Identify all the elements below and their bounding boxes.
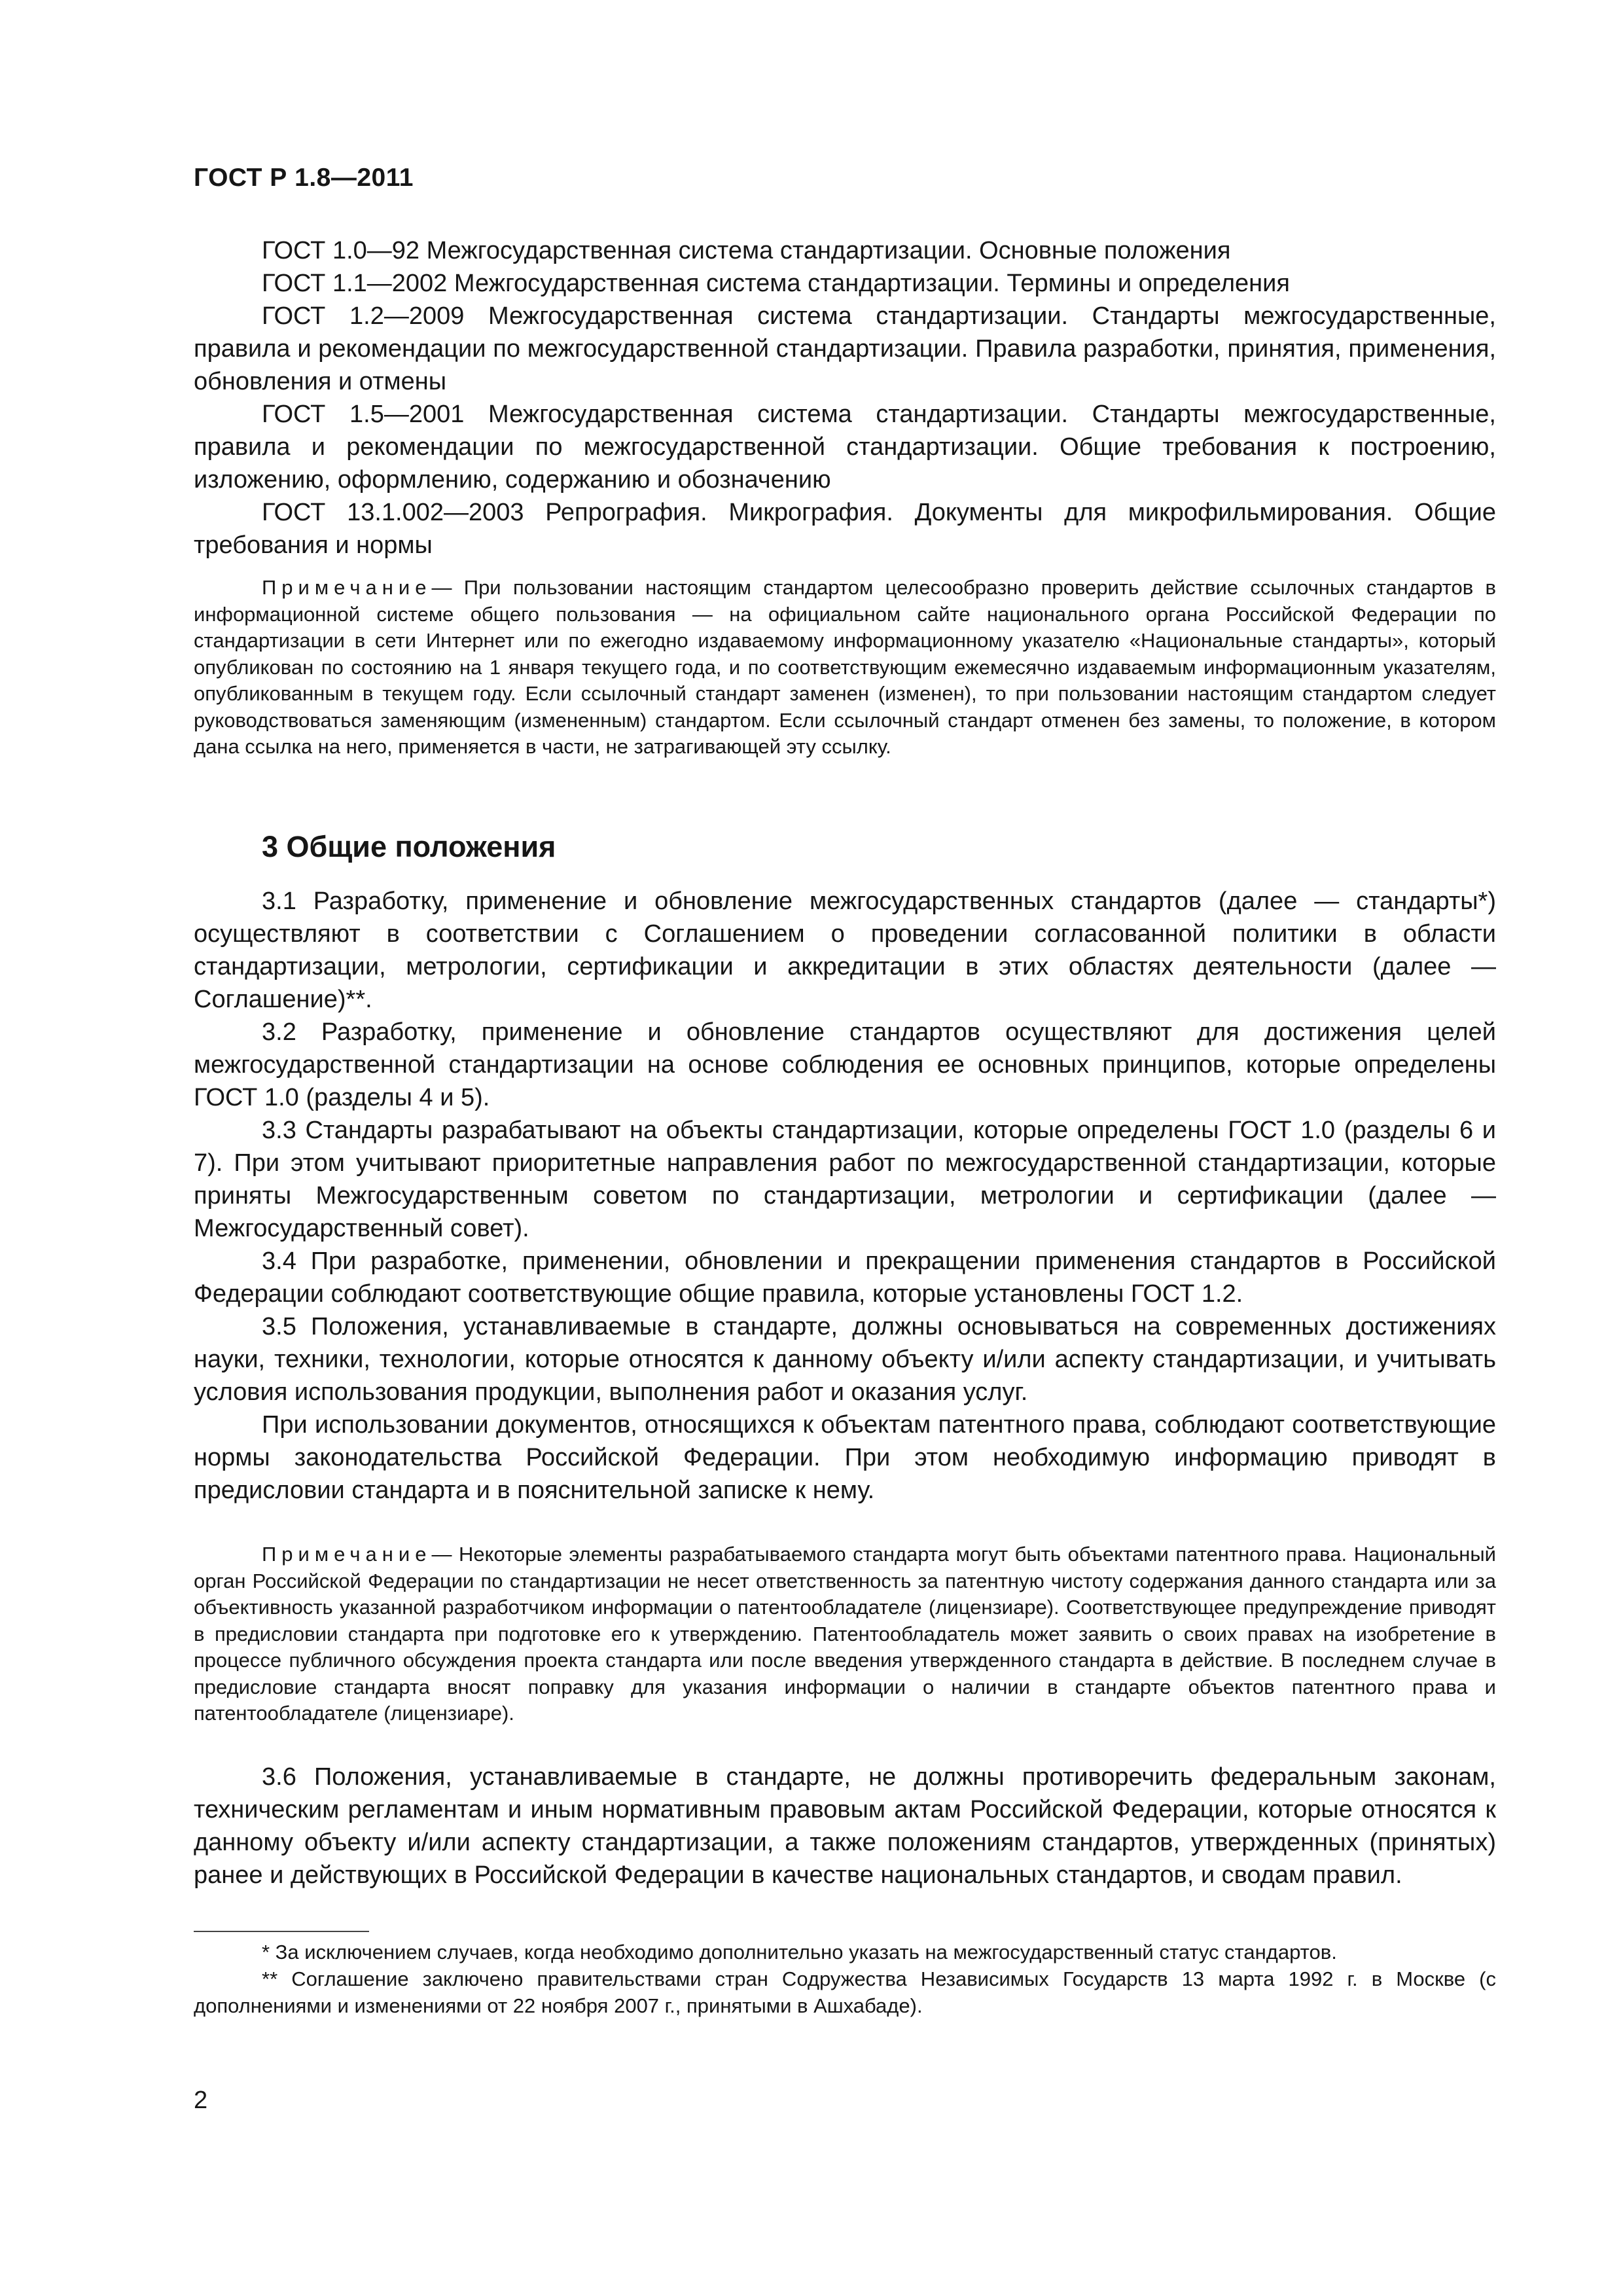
- normative-references-list: [194, 234, 1496, 562]
- note-text: — Некоторые элементы разрабатываемого стандарта могут быть объектами патентного права. Национальный орган Российской Федерации по стандартизации не несет ответственность за патентную чистоту содержания данного стандарта или за объективность указанной разработчиком информации о патентообладателе (лицензиаре). Соответствующее предупреждение приводят в предисловии стандарта при подготовке его к утверждению. Патентообладатель может заявить о своих правах на изобретение в процессе публичного обсуждения проекта стандарта или после введения утвержденного стандарта в действие. В последнем случае в предисловие стандарта вносят поправку для указания информации о наличии в стандарте объектов патентного права и патентообладателе (лицензиаре).: [194, 1543, 1496, 1725]
- note-text: — При пользовании настоящим стандартом целесообразно проверить действие ссылочных стандартов в информационной системе общего пользования — на официальном сайте национального органа Российской Федерации по стандартизации в сети Интернет или по ежегодно издаваемому информационному указателю «Национальные стандарты», который опубликован по состоянию на 1 января текущего года, и по соответствующим ежемесячно издаваемым информационным указателям, опубликованным в текущем году. Если ссылочный стандарт заменен (изменен), то при пользовании настоящим стандартом следует руководствоваться заменяющим (измененным) стандартом. Если ссылочный стандарт отменен без замены, то положение, в котором дана ссылка на него, применяется в части, не затрагивающей эту ссылку.: [194, 576, 1496, 758]
- section-title: 3 Общие положения: [262, 830, 556, 863]
- clause-paragraph: 3.4 При разработке, применении, обновлении и прекращении применения стандартов в Российской Федерации соблюдают соответствующие общие правила, которые установлены ГОСТ 1.2.: [194, 1247, 1496, 1308]
- footnote-item: ** Соглашение заключено правительствами стран Содружества Независимых Государств 13 марта 1992 г. в Москве (с дополнениями и изменениями от 22 ноября 2007 г., принятыми в Ашхабаде).: [194, 1967, 1496, 2017]
- section-body-part-1: [194, 885, 1496, 1507]
- section-body-part-2: [194, 1761, 1496, 1892]
- footnotes: [194, 1939, 1496, 2019]
- clause-paragraph: 3.3 Стандарты разрабатывают на объекты стандартизации, которые определены ГОСТ 1.0 (разделы 6 и 7). При этом учитывают приоритетные направления работ по межгосударственной стандартизации, которые приняты Межгосударственным советом по стандартизации, метрологии и сертификации (далее — Межгосударственный совет).: [194, 1117, 1496, 1242]
- reference-item: ГОСТ 1.5—2001 Межгосударственная система стандартизации. Стандарты межгосударственные, правила и рекомендации по межгосударственной стандартизации. Общие требования к построению, изложению, оформлению, содержанию и обозначению: [194, 401, 1496, 493]
- clause-paragraph: При использовании документов, относящихся к объектам патентного права, соблюдают соответствующие нормы законодательства Российской Федерации. При этом необходимую информацию приводят в предисловии стандарта и в пояснительной записке к нему.: [194, 1411, 1496, 1504]
- reference-item: ГОСТ 1.0—92 Межгосударственная система стандартизации. Основные положения: [262, 237, 1231, 264]
- footnote-item: * За исключением случаев, когда необходимо дополнительно указать на межгосударственный статус стандартов.: [262, 1941, 1337, 1964]
- patent-note: [194, 1541, 1496, 1727]
- note-label: Примечание: [262, 1543, 432, 1566]
- references-note: [194, 575, 1496, 761]
- footnote-divider: [194, 1931, 369, 1932]
- page-number: 2: [194, 2087, 208, 2114]
- clause-paragraph: 3.2 Разработку, применение и обновление стандартов осуществляют для достижения целей межгосударственной стандартизации на основе соблюдения ее основных принципов, которые определены ГОСТ 1.0 (разделы 4 и 5).: [194, 1018, 1496, 1111]
- reference-item: ГОСТ 1.1—2002 Межгосударственная система стандартизации. Термины и определения: [262, 270, 1290, 297]
- reference-item: ГОСТ 1.2—2009 Межгосударственная система стандартизации. Стандарты межгосударственные, правила и рекомендации по межгосударственной стандартизации. Правила разработки, принятия, применения, обновления и отмены: [194, 302, 1496, 395]
- clause-paragraph: 3.1 Разработку, применение и обновление межгосударственных стандартов (далее — стандарты*) осуществляют в соответствии с Соглашением о проведении согласованной политики в области стандартизации, метрологии, сертификации и аккредитации в этих областях деятельности (далее — Соглашение)**.: [194, 888, 1496, 1013]
- clause-paragraph: 3.5 Положения, устанавливаемые в стандарте, должны основываться на современных достижениях науки, техники, технологии, которые относятся к данному объекту и/или аспекту стандартизации, и учитывать условия использования продукции, выполнения работ и оказания услуг.: [194, 1313, 1496, 1406]
- document-code-header: ГОСТ Р 1.8—2011: [194, 164, 414, 192]
- note-label: Примечание: [262, 576, 432, 599]
- clause-paragraph: 3.6 Положения, устанавливаемые в стандарте, не должны противоречить федеральным законам, техническим регламентам и иным нормативным правовым актам Российской Федерации, которые относятся к данному объекту и/или аспекту стандартизации, а также положениям стандартов, утвержденных (принятых) ранее и действующих в Российской Федерации в качестве национальных стандартов, и сводам правил.: [194, 1763, 1496, 1889]
- reference-item: ГОСТ 13.1.002—2003 Репрография. Микрография. Документы для микрофильмирования. Общие требования и нормы: [194, 499, 1496, 559]
